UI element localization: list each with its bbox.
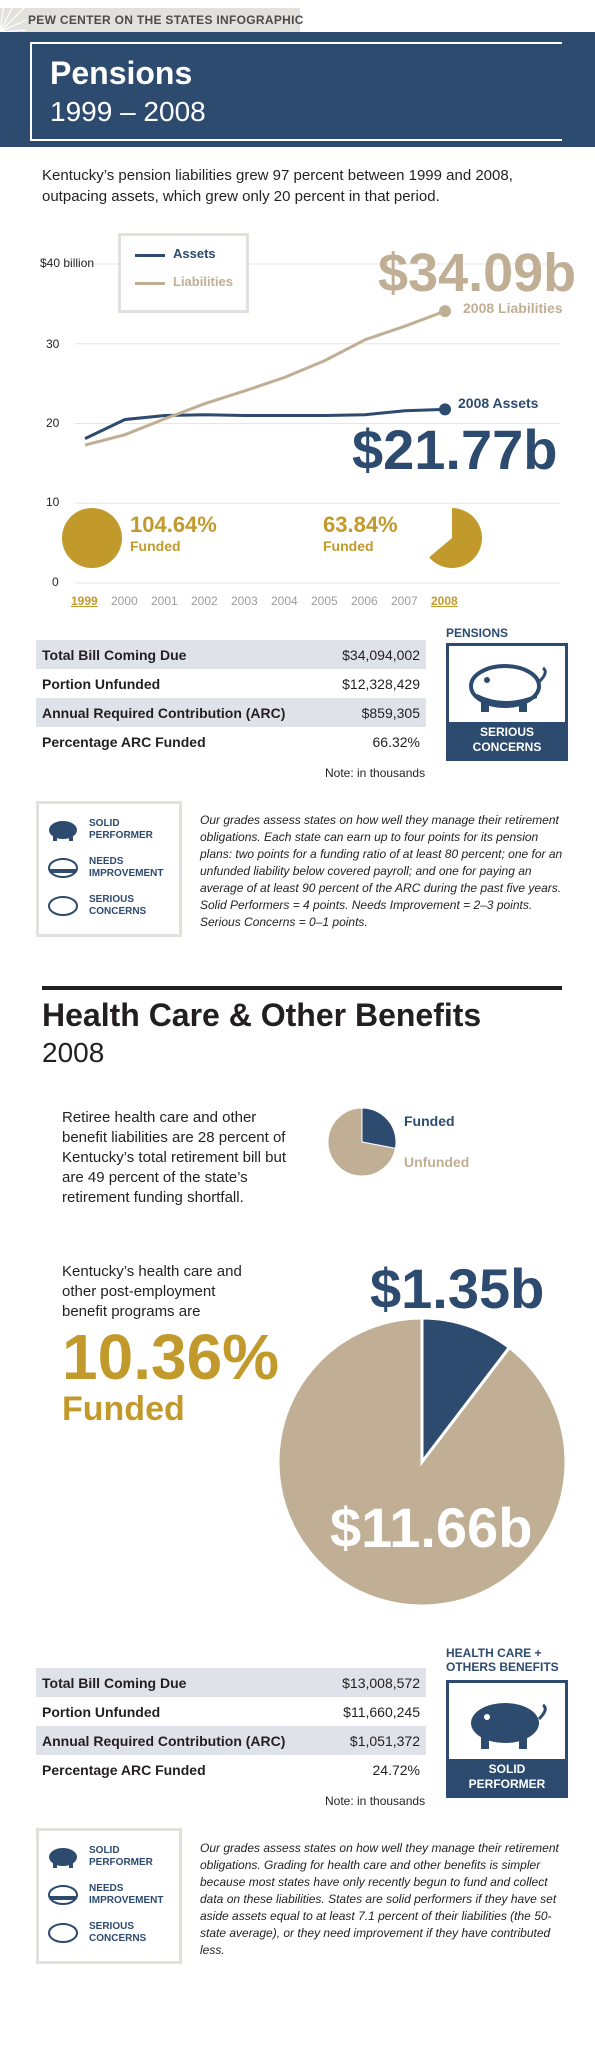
key-needs-label: NEEDS IMPROVEMENT — [89, 1883, 164, 1906]
grade-key — [36, 1828, 182, 1964]
legend-assets-swatch — [135, 254, 165, 257]
legend-liabilities-label: Liabilities — [173, 274, 233, 289]
key-serious-label: SERIOUS CONCERNS — [89, 894, 147, 917]
row-label: Percentage ARC Funded — [42, 1761, 206, 1778]
row-value: $12,328,429 — [342, 675, 420, 692]
pensions-note: Note: in thousands — [325, 766, 426, 780]
health-funded-amount: $1.35b — [370, 1257, 545, 1320]
solid-pig-icon — [45, 1845, 85, 1869]
health-para1: Retiree health care and other benefit liabilities are 28 percent of Kentucky’s total retirement bill but are 49 percent of the state’s retirement funding shortfall. — [62, 1109, 286, 1206]
row-label: Total Bill Coming Due — [42, 646, 187, 663]
table-row — [36, 727, 426, 756]
row-label: Percentage ARC Funded — [42, 733, 206, 750]
y-tick-label: 0 — [52, 575, 59, 589]
y-tick-label: 20 — [46, 416, 60, 430]
row-value: 66.32% — [372, 733, 420, 750]
row-label: Annual Required Contribution (ARC) — [42, 1732, 286, 1749]
section-divider — [42, 986, 562, 990]
key-needs-label: NEEDS IMPROVEMENT — [89, 856, 164, 879]
pig-icon — [457, 1693, 557, 1751]
endpoint-liabilities — [439, 305, 451, 317]
serious-pig-icon — [45, 894, 85, 918]
page-years: 1999 – 2008 — [50, 96, 206, 127]
row-value: 24.72% — [372, 1761, 420, 1778]
pie-slice-0 — [362, 1108, 396, 1148]
small-pie — [328, 1108, 398, 1178]
table-row — [36, 640, 426, 669]
x-tick-label: 2003 — [231, 594, 258, 608]
health-para2: Kentucky’s health care and other post-employment benefit programs are — [62, 1263, 242, 1320]
table-row — [36, 1668, 426, 1697]
grade-key — [36, 801, 182, 937]
needs-pig-icon — [45, 1883, 85, 1907]
health-grading-note: Our grades assess states on how well they manage their retirement obligations. Grading for health care and other benefits is simpler because most states have only recently begun to fund and collect data on these liabilities. States are solid performers if they have set aside assets equal to at least 7.1 percent of their liabilities (the 50-state average), or they need improvement if they have contributed less. — [200, 1841, 559, 1957]
big-pie — [278, 1318, 568, 1608]
row-label: Portion Unfunded — [42, 1703, 161, 1720]
key-solid-label: SOLID PERFORMER — [89, 818, 153, 841]
y-tick-label: 10 — [46, 495, 60, 509]
table-row — [36, 1726, 426, 1755]
y-tick-label: $40 billion — [40, 256, 95, 270]
row-label: Total Bill Coming Due — [42, 1674, 187, 1691]
health-unfunded-amount: $11.66b — [330, 1496, 533, 1559]
health-big-funded: Funded — [62, 1390, 185, 1428]
health-title: Health Care & Other Benefits — [42, 997, 482, 1033]
table-row — [36, 698, 426, 727]
pensions-grading-note: Our grades assess states on how well they manage their retirement obligations. Each state can earn up to four points for its pension plans: two points for a funding ratio of at least 80 percent; one for an unfunded liability below covered payroll; and one for paying an average of at least 90 percent of the ARC during the past five years. Solid Performers = 4 points. Needs Improvement = 2–3 points. Serious Concerns = 0–1 points. — [200, 813, 563, 929]
funded-2008-pie — [420, 506, 484, 570]
intro-text: Kentucky’s pension liabilities grew 97 percent between 1999 and 2008, outpacing assets, which grew only 20 percent in that period. — [42, 167, 513, 205]
row-label: Portion Unfunded — [42, 675, 161, 692]
funded-1999-pct: 104.64% — [130, 512, 217, 537]
pensions-table — [36, 640, 426, 756]
health-grade-box — [446, 1680, 568, 1798]
sunburst-icon — [0, 2, 26, 34]
row-value: $1,051,372 — [349, 1732, 420, 1749]
row-value: $13,008,572 — [342, 1674, 420, 1691]
y-tick-label: 30 — [46, 337, 60, 351]
serious-pig-icon — [45, 1921, 85, 1945]
legend-assets-label: Assets — [173, 246, 216, 261]
x-tick-label: 1999 — [71, 594, 98, 608]
funded-2008-label: Funded — [323, 538, 374, 554]
needs-pig-icon — [45, 856, 85, 880]
small-pie-unfunded: Unfunded — [404, 1154, 470, 1170]
health-big-pct: 10.36% — [62, 1321, 280, 1393]
x-tick-label: 2005 — [311, 594, 338, 608]
row-value: $859,305 — [361, 704, 420, 721]
funded-1999-pie — [60, 506, 124, 570]
table-row — [36, 669, 426, 698]
health-year: 2008 — [42, 1037, 105, 1068]
tagline-text: PEW CENTER ON THE STATES INFOGRAPHIC — [28, 13, 304, 27]
legend-liabilities-swatch — [135, 282, 165, 285]
x-tick-label: 2008 — [431, 594, 458, 608]
assets-total: $21.77b — [352, 418, 558, 481]
pig-icon — [457, 656, 557, 714]
endpoint-assets — [439, 403, 451, 415]
key-serious-label: SERIOUS CONCERNS — [89, 1921, 147, 1944]
chart-legend — [118, 233, 249, 313]
pensions-grade-label: SERIOUS CONCERNS — [449, 722, 565, 761]
small-pie-funded: Funded — [404, 1113, 455, 1129]
liabilities-2008-label: 2008 Liabilities — [463, 300, 563, 316]
x-tick-label: 2001 — [151, 594, 178, 608]
x-tick-label: 2002 — [191, 594, 218, 608]
row-value: $11,660,245 — [343, 1703, 420, 1720]
row-label: Annual Required Contribution (ARC) — [42, 704, 286, 721]
funded-2008-pct: 63.84% — [323, 512, 398, 537]
x-tick-label: 2000 — [111, 594, 138, 608]
health-grade-label: SOLID PERFORMER — [449, 1759, 565, 1798]
funded-1999-label: Funded — [130, 538, 181, 554]
page-title: Pensions — [50, 55, 193, 91]
row-value: $34,094,002 — [342, 646, 420, 663]
solid-pig-icon — [45, 818, 85, 842]
table-row — [36, 1755, 426, 1784]
pie-slice-1 — [278, 1318, 566, 1606]
liabilities-total: $34.09b — [378, 243, 577, 303]
x-tick-label: 2006 — [351, 594, 378, 608]
health-table — [36, 1668, 426, 1784]
x-tick-label: 2007 — [391, 594, 418, 608]
pensions-grade-heading: PENSIONS — [446, 626, 509, 640]
key-solid-label: SOLID PERFORMER — [89, 1845, 153, 1868]
health-grade-heading: HEALTH CARE + OTHERS BENEFITS — [446, 1646, 559, 1674]
x-tick-label: 2004 — [271, 594, 298, 608]
health-note: Note: in thousands — [325, 1794, 426, 1808]
pensions-grade-box — [446, 643, 568, 761]
table-row — [36, 1697, 426, 1726]
assets-2008-label: 2008 Assets — [458, 395, 539, 411]
